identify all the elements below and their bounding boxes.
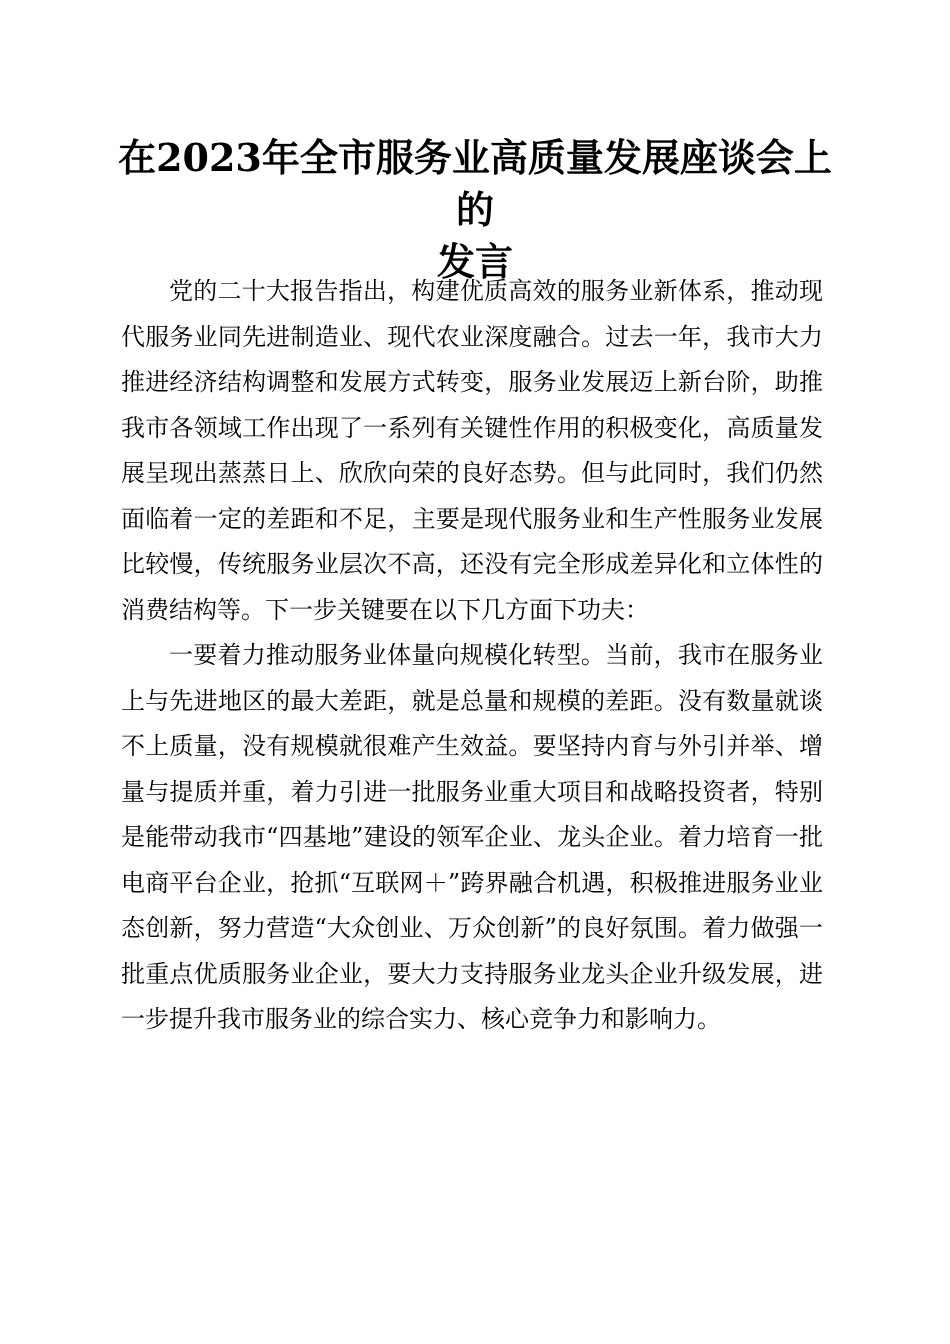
title-line-1: 在2023年全市服务业高质量发展座谈会上的: [118, 135, 832, 232]
title-line-2: 发言: [436, 239, 513, 284]
paragraph-intro: 党的二十大报告指出，构建优质高效的服务业新体系，推动现代服务业同先进制造业、现代农业深度融合。过去一年，我市大力推进经济结构调整和发展方式转变，服务业发展迈上新台阶，助推我市各领域工作出现了一系列有关键性作用的积极变化，高质量发展呈现出蒸蒸日上、欣欣向荣的良好态势。但与此同时，我们仍然面临着一定的差距和不足，主要是现代服务业和生产性服务业发展比较慢，传统服务业层次不高，还没有完全形成差异化和立体性的消费结构等。下一步关键要在以下几方面下功夫：: [121, 277, 823, 624]
paragraph-point-one: 一要着力推动服务业体量向规模化转型。当前，我市在服务业上与先进地区的最大差距，就是总量和规模的差距。没有数量就谈不上质量，没有规模就很难产生效益。要坚持内育与外引并举、增量与提质并重，着力引进一批服务业重大项目和战略投资者，特别是能带动我市“四基地”建设的领军企业、龙头企业。着力培育一批电商平台企业，抢抓“互联网＋”跨界融合机遇，积极推进服务业业态创新，努力营造“大众创业、万众创新”的良好氛围。着力做强一批重点优质服务业企业，要大力支持服务业龙头企业升级发展，进一步提升我市服务业的综合实力、核心竞争力和影响力。: [121, 641, 823, 1033]
document-body: [121, 269, 823, 1043]
document-title: [110, 132, 840, 288]
